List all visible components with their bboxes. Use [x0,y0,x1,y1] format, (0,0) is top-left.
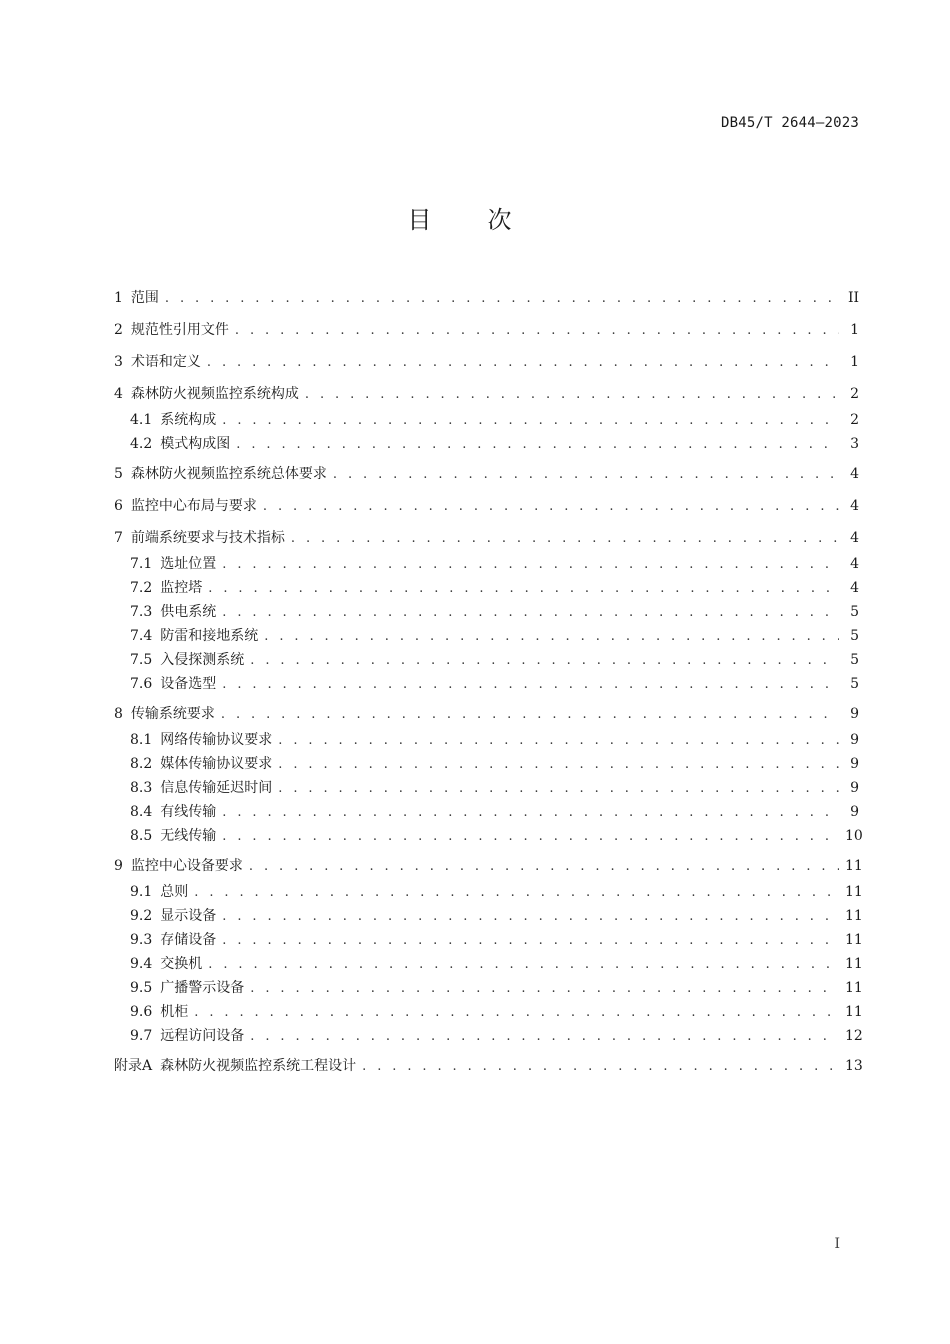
toc-entry-label: 网络传输协议要求 [160,732,273,748]
toc-entry[interactable] [114,1056,863,1076]
toc-entry-number: 7 [114,530,123,546]
dot-leader [222,555,839,575]
toc-entry-number: 7.2 [130,580,153,596]
dot-leader [333,465,839,485]
toc-entry[interactable] [114,802,859,822]
toc-entry-page: 11 [845,884,863,900]
toc-entry-number: 8.2 [130,756,153,772]
toc-entry[interactable] [114,704,859,724]
toc-entry-label: 广播警示设备 [160,980,245,996]
toc-entry-page: 4 [850,580,859,596]
toc-entry-number: 5 [114,466,123,482]
toc-entry-number: 7.4 [130,628,153,644]
toc-entry[interactable] [114,826,863,846]
toc-entry-label: 显示设备 [160,908,217,924]
toc-entry-label: 存储设备 [160,932,217,948]
toc-entry-page: 11 [845,956,863,972]
toc-entry-number: 1 [114,290,123,306]
dot-leader [362,1057,839,1077]
toc-entry-page: 9 [850,804,859,820]
toc-entry-page: 11 [845,1004,863,1020]
toc-entry[interactable] [114,496,859,516]
toc-entry-page: 11 [845,908,863,924]
toc-entry-label: 监控中心布局与要求 [130,498,257,514]
dot-leader [208,955,839,975]
toc-entry[interactable] [114,778,859,798]
toc-entry-page: 9 [850,756,859,772]
toc-entry[interactable] [114,978,863,998]
toc-entry[interactable] [114,930,863,950]
toc-entry[interactable] [114,434,859,454]
toc-entry-number: 9.5 [130,980,153,996]
toc-entry-page: 11 [845,932,863,948]
dot-leader [222,931,839,951]
dot-leader [278,755,839,775]
toc-entry-label: 总则 [160,884,189,900]
dot-leader [222,827,839,847]
toc-entry[interactable] [114,320,859,340]
dot-leader [263,497,839,517]
toc-entry-page: 4 [850,530,859,546]
toc-entry[interactable] [114,384,859,404]
toc-entry-number: 7.5 [130,652,153,668]
dot-leader [194,883,839,903]
toc-entry-number: 4 [114,386,123,402]
toc-entry[interactable] [114,674,859,694]
toc-entry-label: 无线传输 [160,828,217,844]
toc-entry-number: 8.4 [130,804,153,820]
dot-leader [222,803,839,823]
toc-entry-page: 4 [850,556,859,572]
toc-entry-number: 9.7 [130,1028,153,1044]
toc-entry-number: 2 [114,322,123,338]
toc-entry[interactable] [114,882,863,902]
toc-entry-number: 8.5 [130,828,153,844]
toc-entry-page: 11 [845,858,863,874]
toc-title: 目次 [407,206,568,234]
toc-entry-number: 4.2 [130,436,153,452]
toc-entry[interactable] [114,626,859,646]
dot-leader [222,907,839,927]
toc-entry-page: 2 [850,412,859,428]
toc-entry-page: 5 [850,628,859,644]
dot-leader [222,675,839,695]
dot-leader [236,435,839,455]
toc-entry-label: 防雷和接地系统 [160,628,259,644]
dot-leader [250,1027,839,1047]
dot-leader [165,289,839,309]
toc-entry-number: 4.1 [130,412,153,428]
dot-leader [222,411,839,431]
toc-entry-page: 10 [845,828,863,844]
toc-entry-label: 系统构成 [160,412,217,428]
toc-entry-label: 交换机 [160,956,203,972]
toc-entry-number: 8.1 [130,732,153,748]
dot-leader [250,979,839,999]
toc-entry-number: 9.4 [130,956,153,972]
dot-leader [291,529,839,549]
toc-entry-number: 8 [114,706,123,722]
dot-leader [250,651,839,671]
toc-entry[interactable] [114,288,859,308]
toc-entry-page: 1 [850,354,859,370]
toc-entry-label: 机柜 [160,1004,189,1020]
toc-entry-label: 术语和定义 [130,354,201,370]
toc-entry[interactable] [114,1002,863,1022]
toc-entry-number: 3 [114,354,123,370]
dot-leader [194,1003,839,1023]
toc-entry-label: 媒体传输协议要求 [160,756,273,772]
toc-entry-page: 5 [850,676,859,692]
toc-entry[interactable] [114,578,859,598]
toc-entry-number: 9.1 [130,884,153,900]
toc-entry-label: 信息传输延迟时间 [160,780,273,796]
toc-entry[interactable] [114,730,859,750]
dot-leader [278,779,839,799]
toc-entry[interactable] [114,352,859,372]
document-code: DB45/T 2644—2023 [720,115,859,131]
toc-entry[interactable] [114,754,859,774]
dot-leader [249,857,839,877]
toc-entry-page: 5 [850,652,859,668]
toc-entry-label: 传输系统要求 [130,706,215,722]
toc-entry[interactable] [114,528,859,548]
toc-entry[interactable] [114,1026,863,1046]
toc-entry-page: 5 [850,604,859,620]
toc-entry-label: 供电系统 [160,604,217,620]
toc-entry-number: 7.3 [130,604,153,620]
toc-entry-label: 入侵探测系统 [160,652,245,668]
toc-entry-label: 有线传输 [160,804,217,820]
toc-entry[interactable] [114,856,863,876]
toc-entry-label: 设备选型 [160,676,217,692]
dot-leader [235,321,839,341]
toc-entry-page: 11 [845,980,863,996]
toc-entry-page: 9 [850,732,859,748]
toc-entry-page: 2 [850,386,859,402]
toc-entry-page: 9 [850,780,859,796]
dot-leader [222,603,839,623]
toc-entry-label: 范围 [130,290,159,306]
toc-entry-label: 前端系统要求与技术指标 [130,530,285,546]
toc-entry[interactable] [114,602,859,622]
toc-entry-number: 6 [114,498,123,514]
toc-entry-number: 9.3 [130,932,153,948]
toc-entry-number: 8.3 [130,780,153,796]
toc-entry[interactable] [114,464,859,484]
toc-entry-number: 9.2 [130,908,153,924]
toc-entry-page: 4 [850,466,859,482]
toc-entry-number: 7.1 [130,556,153,572]
toc-entry-label: 规范性引用文件 [130,322,229,338]
toc-entry-page: 12 [845,1028,863,1044]
toc-entry-label: 选址位置 [160,556,217,572]
dot-leader [305,385,839,405]
toc-entry-label: 远程访问设备 [160,1028,245,1044]
toc-entry-label: 模式构成图 [160,436,231,452]
toc-entry[interactable] [114,410,859,430]
toc-entry-page: 9 [850,706,859,722]
dot-leader [208,579,839,599]
toc-entry-label: 森林防火视频监控系统构成 [130,386,299,402]
dot-leader [207,353,839,373]
toc-entry-number: 9 [114,858,123,874]
dot-leader [221,705,839,725]
toc-entry[interactable] [114,954,863,974]
toc-entry-number: 7.6 [130,676,153,692]
toc-entry-page: 1 [850,322,859,338]
toc-entry-label: 监控塔 [160,580,203,596]
toc-entry[interactable] [114,650,859,670]
dot-leader [278,731,839,751]
toc-entry-page: 4 [850,498,859,514]
toc-entry-label: 监控中心设备要求 [130,858,243,874]
dot-leader [264,627,839,647]
toc-entry-page: 3 [850,436,859,452]
toc-entry-label: 森林防火视频监控系统总体要求 [130,466,327,482]
toc-entry-page: II [847,290,859,306]
toc-entry[interactable] [114,554,859,574]
toc-entry-number: 9.6 [130,1004,153,1020]
footer-page-number: I [834,1236,840,1252]
toc-entry-label: 森林防火视频监控系统工程设计 [160,1058,357,1074]
toc-entry-page: 13 [845,1058,863,1074]
toc-entry[interactable] [114,906,863,926]
toc-entry-number: 附录A [114,1058,153,1074]
